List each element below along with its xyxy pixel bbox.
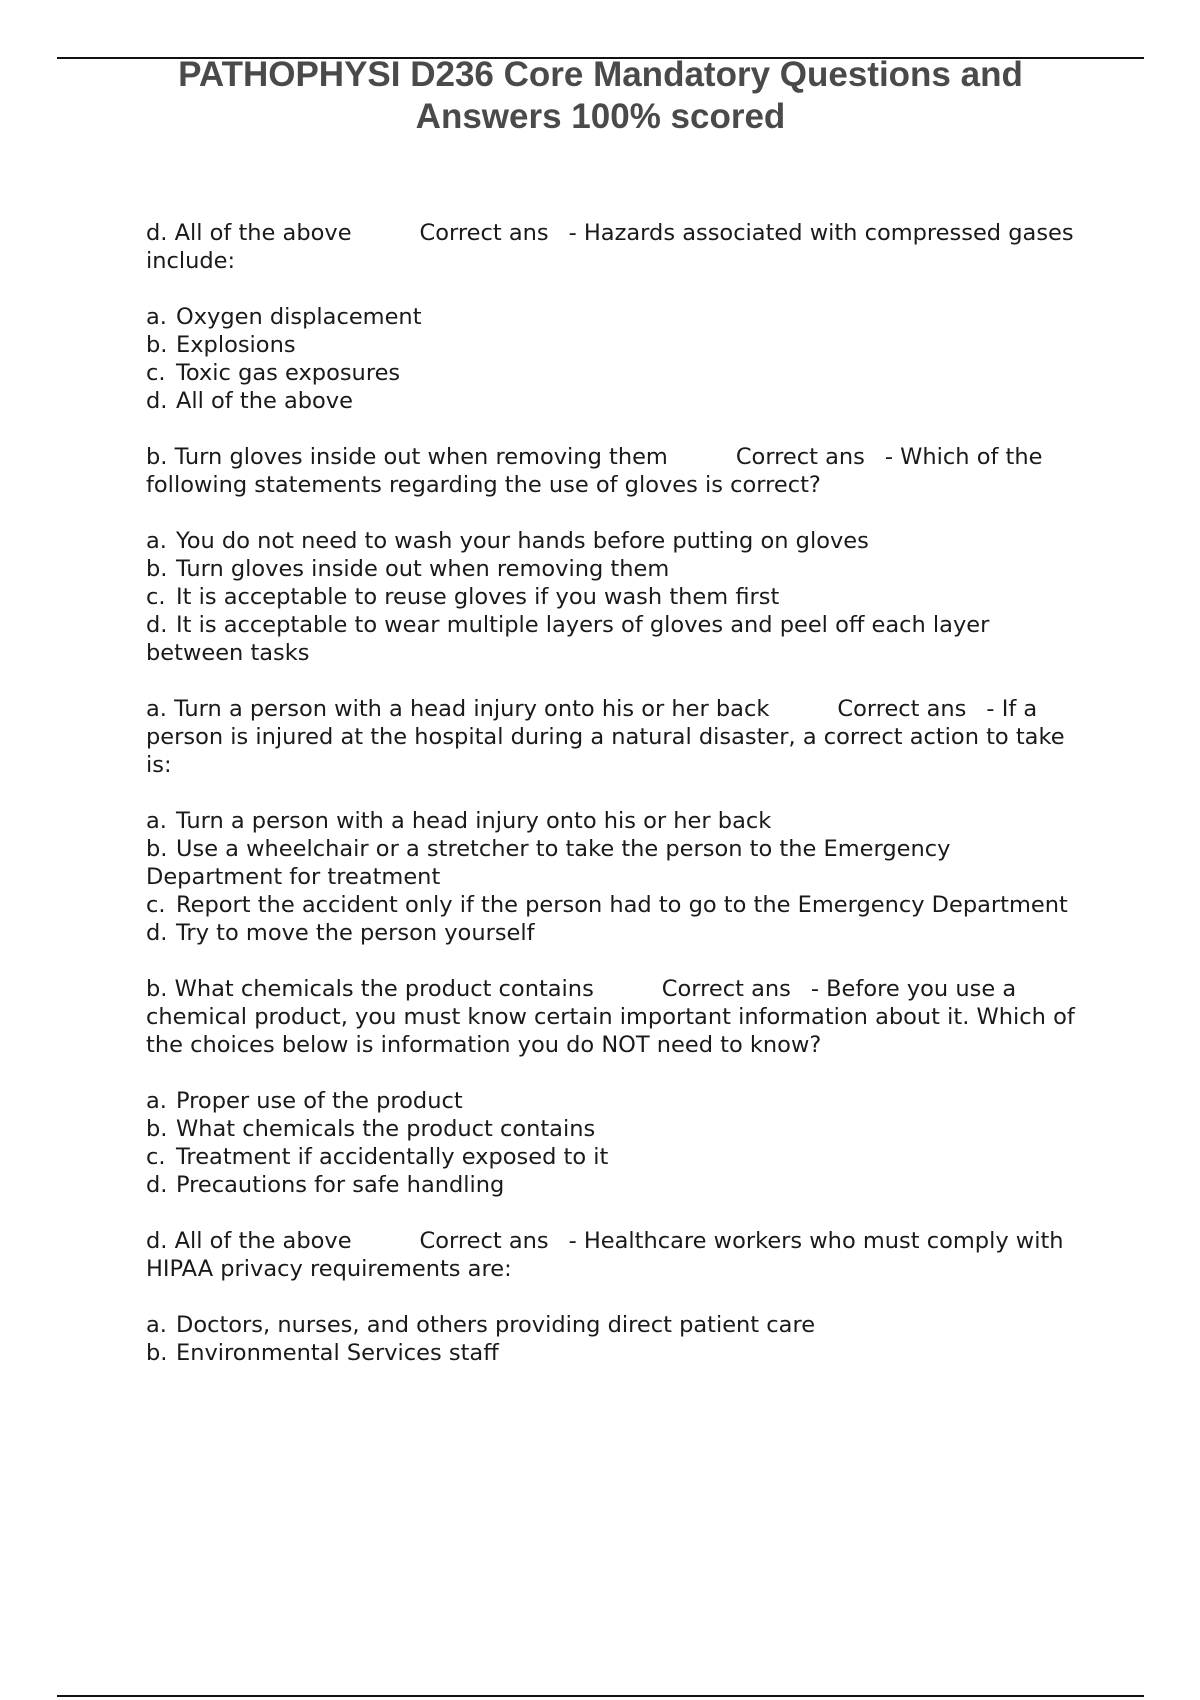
answer-text: a. Turn a person with a head injury onto his or her back xyxy=(146,696,770,722)
option-item xyxy=(146,891,1086,919)
option-letter: c. xyxy=(146,1144,166,1170)
page-title xyxy=(57,54,1144,138)
option-text: It is acceptable to reuse gloves if you wash them first xyxy=(176,584,780,610)
qa-content xyxy=(146,219,1086,1395)
option-letter: a. xyxy=(146,1312,167,1338)
option-text: Try to move the person yourself xyxy=(176,920,535,946)
answer-text: b. What chemicals the product contains xyxy=(146,976,594,1002)
qa-item xyxy=(146,219,1086,275)
option-text: Report the accident only if the person had to go to the Emergency Department xyxy=(176,892,1068,918)
qa-item xyxy=(146,1227,1086,1283)
option-letter: c. xyxy=(146,892,166,918)
option-list xyxy=(146,1087,1086,1199)
option-text: Doctors, nurses, and others providing direct patient care xyxy=(176,1312,816,1338)
option-text: Precautions for safe handling xyxy=(176,1172,505,1198)
answer-text: d. All of the above xyxy=(146,220,352,246)
option-letter: c. xyxy=(146,584,166,610)
question-text: Before you use a chemical product, you must know certain important information about it. Which of the choices below is information you do NOT need to know? xyxy=(146,976,1075,1058)
qa-item xyxy=(146,443,1086,499)
option-text: Environmental Services staff xyxy=(176,1340,499,1366)
option-letter: d. xyxy=(146,1172,168,1198)
option-letter: b. xyxy=(146,1116,168,1142)
qa-item xyxy=(146,975,1086,1059)
option-letter: c. xyxy=(146,360,166,386)
option-item xyxy=(146,331,1086,359)
correct-label: Correct ans xyxy=(735,444,865,470)
option-item xyxy=(146,1171,1086,1199)
question-text: Healthcare workers who must comply with HIPAA privacy requirements are: xyxy=(146,1228,1064,1282)
option-item xyxy=(146,527,1086,555)
option-list xyxy=(146,1311,1086,1367)
option-text: Turn gloves inside out when removing them xyxy=(176,556,670,582)
qa-item xyxy=(146,695,1086,779)
dash: - xyxy=(986,696,995,722)
option-letter: a. xyxy=(146,304,167,330)
option-text: All of the above xyxy=(176,388,353,414)
option-item xyxy=(146,1115,1086,1143)
question-text: If a person is injured at the hospital during a natural disaster, a correct action to take is: xyxy=(146,696,1065,778)
option-item xyxy=(146,359,1086,387)
option-item xyxy=(146,303,1086,331)
option-text: Explosions xyxy=(176,332,296,358)
option-item xyxy=(146,919,1086,947)
option-letter: d. xyxy=(146,920,168,946)
option-letter: a. xyxy=(146,528,167,554)
option-item xyxy=(146,1087,1086,1115)
option-letter: a. xyxy=(146,1088,167,1114)
correct-label: Correct ans xyxy=(837,696,967,722)
answer-text: b. Turn gloves inside out when removing them xyxy=(146,444,668,470)
option-text: Use a wheelchair or a stretcher to take the person to the Emergency Department for treatment xyxy=(146,836,951,890)
option-letter: a. xyxy=(146,808,167,834)
option-letter: b. xyxy=(146,1340,168,1366)
option-text: What chemicals the product contains xyxy=(176,1116,596,1142)
option-text: You do not need to wash your hands before putting on gloves xyxy=(176,528,869,554)
question-text: Which of the following statements regarding the use of gloves is correct? xyxy=(146,444,1043,498)
option-item xyxy=(146,387,1086,415)
option-item xyxy=(146,835,1086,891)
option-text: Turn a person with a head injury onto his or her back xyxy=(176,808,772,834)
option-item xyxy=(146,1143,1086,1171)
dash: - xyxy=(568,1228,577,1254)
option-item xyxy=(146,583,1086,611)
option-item xyxy=(146,1339,1086,1367)
dash: - xyxy=(884,444,894,470)
dash: - xyxy=(810,976,819,1002)
option-list xyxy=(146,527,1086,667)
option-item xyxy=(146,807,1086,835)
option-letter: d. xyxy=(146,612,168,638)
option-text: Oxygen displacement xyxy=(176,304,422,330)
option-text: Toxic gas exposures xyxy=(176,360,401,386)
title-line-1: PATHOPHYSI D236 Core Mandatory Questions and xyxy=(178,55,1023,94)
option-item xyxy=(146,1311,1086,1339)
option-letter: b. xyxy=(146,556,168,582)
option-list xyxy=(146,807,1086,947)
question-text: Hazards associated with compressed gases include: xyxy=(146,220,1074,274)
option-text: It is acceptable to wear multiple layers of gloves and peel off each layer between tasks xyxy=(146,612,990,666)
correct-label: Correct ans xyxy=(419,1228,549,1254)
bottom-divider xyxy=(57,1695,1144,1697)
option-text: Treatment if accidentally exposed to it xyxy=(176,1144,609,1170)
correct-label: Correct ans xyxy=(661,976,791,1002)
option-letter: d. xyxy=(146,388,168,414)
option-list xyxy=(146,303,1086,415)
correct-label: Correct ans xyxy=(419,220,549,246)
option-item xyxy=(146,555,1086,583)
option-letter: b. xyxy=(146,332,168,358)
title-line-2: Answers 100% scored xyxy=(415,97,786,136)
answer-text: d. All of the above xyxy=(146,1228,352,1254)
option-text: Proper use of the product xyxy=(176,1088,463,1114)
option-item xyxy=(146,611,1086,667)
dash: - xyxy=(568,220,577,246)
option-letter: b. xyxy=(146,836,168,862)
